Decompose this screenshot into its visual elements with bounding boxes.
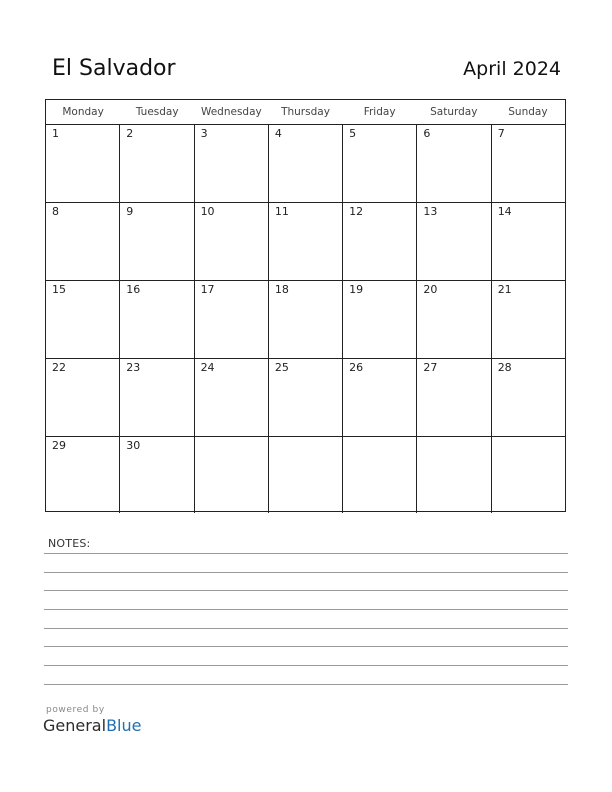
day-cell-tuesday	[120, 125, 194, 202]
calendar-grid	[45, 99, 566, 512]
day-cell-saturday	[417, 437, 491, 513]
day-cell-tuesday	[120, 281, 194, 358]
day-number: 26	[349, 361, 364, 374]
day-cell-sunday	[492, 125, 565, 202]
day-cell-thursday	[269, 281, 343, 358]
day-number: 22	[52, 361, 66, 374]
day-cell-friday	[343, 203, 417, 280]
day-number: 18	[274, 283, 289, 296]
calendar-week-row	[46, 125, 565, 203]
day-cell-wednesday	[195, 203, 269, 280]
calendar-weeks	[46, 125, 565, 513]
weekday-header-friday: Friday	[363, 106, 396, 118]
day-cell-wednesday	[195, 437, 269, 513]
day-number: 6	[423, 127, 431, 140]
day-number: 5	[349, 127, 357, 140]
day-number: 4	[274, 127, 282, 140]
weekday-header-thursday: Thursday	[281, 106, 330, 118]
day-cell-thursday	[269, 203, 343, 280]
day-cell-tuesday	[120, 203, 194, 280]
day-cell-saturday	[417, 359, 491, 436]
day-cell-friday	[343, 125, 417, 202]
day-number: 9	[126, 205, 134, 218]
calendar-week-row	[46, 359, 565, 437]
day-cell-monday	[46, 437, 120, 513]
day-number: 2	[126, 127, 134, 140]
day-number: 12	[349, 205, 364, 218]
day-number: 11	[274, 205, 289, 218]
brand-general-text: General	[43, 716, 107, 735]
day-number: 10	[200, 205, 215, 218]
month-year-title: April 2024	[463, 58, 561, 80]
day-cell-tuesday	[120, 359, 194, 436]
day-cell-saturday	[417, 125, 491, 202]
day-number: 20	[423, 283, 438, 296]
day-number: 28	[497, 361, 512, 374]
country-title: El Salvador	[52, 56, 176, 81]
day-cell-friday	[343, 437, 417, 513]
note-line	[44, 628, 568, 629]
note-line	[44, 665, 568, 666]
day-cell-wednesday	[195, 359, 269, 436]
weekday-header-wednesday: Wednesday	[200, 106, 262, 118]
day-cell-thursday	[269, 359, 343, 436]
weekday-header-row	[46, 100, 565, 125]
note-line	[44, 684, 568, 685]
weekday-header-saturday: Saturday	[430, 106, 478, 118]
day-cell-monday	[46, 125, 120, 202]
day-number: 3	[200, 127, 208, 140]
day-cell-thursday	[269, 437, 343, 513]
note-line	[44, 572, 568, 573]
note-line	[44, 590, 568, 591]
day-cell-monday	[46, 281, 120, 358]
day-number: 8	[52, 205, 59, 218]
calendar-week-row	[46, 437, 565, 513]
day-cell-wednesday	[195, 281, 269, 358]
day-number: 24	[200, 361, 215, 374]
weekday-header-monday: Monday	[62, 106, 104, 118]
note-line	[44, 646, 568, 647]
day-number: 14	[497, 205, 512, 218]
day-cell-sunday	[492, 437, 565, 513]
day-number: 27	[423, 361, 438, 374]
day-number: 16	[126, 283, 141, 296]
day-cell-monday	[46, 203, 120, 280]
day-cell-saturday	[417, 203, 491, 280]
day-cell-sunday	[492, 281, 565, 358]
day-number: 25	[274, 361, 289, 374]
day-number: 19	[349, 283, 364, 296]
day-number: 23	[126, 361, 141, 374]
note-line	[44, 609, 568, 610]
powered-by-text: powered by	[46, 705, 105, 715]
weekday-header-sunday: Sunday	[508, 106, 548, 118]
brand-blue-text: Blue	[106, 716, 142, 735]
day-number: 13	[423, 205, 438, 218]
day-cell-monday	[46, 359, 120, 436]
generalblue-logo[interactable]	[43, 716, 141, 736]
day-number: 1	[52, 127, 59, 140]
day-cell-sunday	[492, 203, 565, 280]
day-cell-tuesday	[120, 437, 194, 513]
day-number: 7	[497, 127, 505, 140]
day-number: 15	[52, 283, 66, 296]
notes-label: NOTES:	[48, 537, 91, 550]
calendar-week-row	[46, 203, 565, 281]
day-cell-saturday	[417, 281, 491, 358]
day-cell-sunday	[492, 359, 565, 436]
day-cell-thursday	[269, 125, 343, 202]
note-line	[44, 553, 568, 554]
day-cell-friday	[343, 281, 417, 358]
day-number: 30	[126, 439, 141, 452]
day-number: 29	[52, 439, 66, 452]
weekday-header-tuesday: Tuesday	[135, 106, 179, 118]
day-number: 17	[200, 283, 215, 296]
day-cell-friday	[343, 359, 417, 436]
day-cell-wednesday	[195, 125, 269, 202]
day-number: 21	[497, 283, 512, 296]
calendar-week-row	[46, 281, 565, 359]
